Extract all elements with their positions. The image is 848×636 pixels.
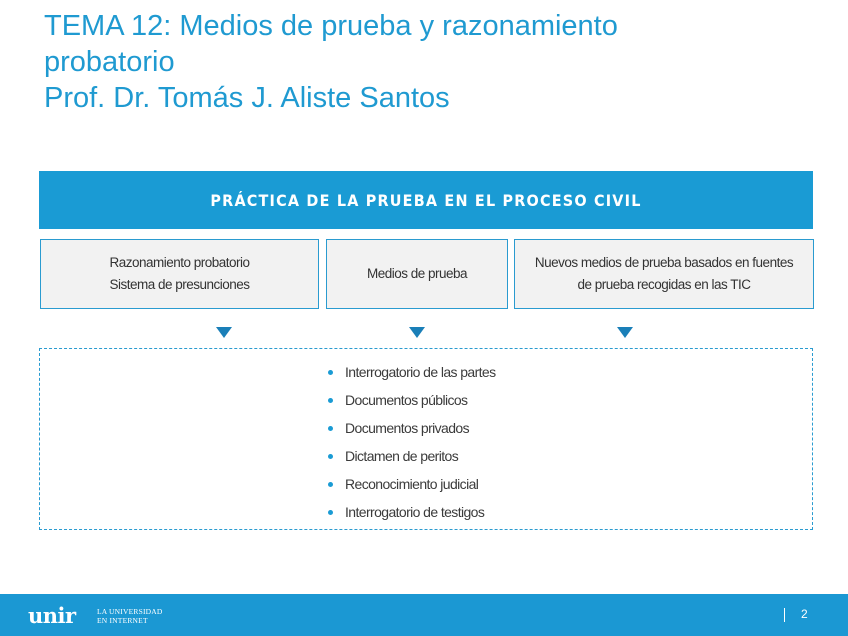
box-nuevos-medios [514,239,814,309]
box-razonamiento [40,239,319,309]
bullet-icon [328,482,333,487]
bullet-icon [328,426,333,431]
arrow-down-icon [409,327,425,338]
title-line-2: probatorio [44,46,175,78]
bullet-icon [328,454,333,459]
bullet-icon [328,370,333,375]
diagram-banner: PRÁCTICA DE LA PRUEBA EN EL PROCESO CIVIL [39,171,813,229]
list-item-text: Documentos privados [345,420,469,436]
box-medios [326,239,508,309]
box-razonamiento-line-1: Razonamiento probatorio [109,255,250,270]
list-item-text: Dictamen de peritos [345,448,459,464]
slide-title [44,8,824,116]
list-item [325,358,496,386]
box-razonamiento-line-2: Sistema de presunciones [109,277,250,292]
logo-tagline-line-2: EN INTERNET [97,616,148,625]
arrow-down-icon [216,327,232,338]
box-medios-line-1: Medios de prueba [366,266,468,281]
bullet-icon [328,510,333,515]
list-item [325,386,496,414]
title-line-1: TEMA 12: Medios de prueba y razonamiento [44,10,618,42]
list-item [325,414,496,442]
footer-separator [784,608,785,622]
bullet-icon [328,398,333,403]
list-item [325,470,496,498]
medios-list [325,358,496,526]
list-item-text: Interrogatorio de testigos [345,504,485,520]
unir-logo: unir [28,603,76,628]
list-item [325,498,496,526]
page-number: 2 [801,607,808,621]
logo-tagline [97,607,163,625]
list-item-text: Reconocimiento judicial [345,476,479,492]
arrow-down-icon [617,327,633,338]
list-item [325,442,496,470]
box-nuevos-medios-line-1: Nuevos medios de prueba basados en fuentes [534,255,794,270]
box-nuevos-medios-line-2: de prueba recogidas en las TIC [577,277,751,292]
title-author: Prof. Dr. Tomás J. Aliste Santos [44,82,450,114]
logo-tagline-line-1: LA UNIVERSIDAD [97,607,163,616]
footer-bar [0,594,848,636]
list-item-text: Interrogatorio de las partes [345,364,496,380]
list-item-text: Documentos públicos [345,392,468,408]
